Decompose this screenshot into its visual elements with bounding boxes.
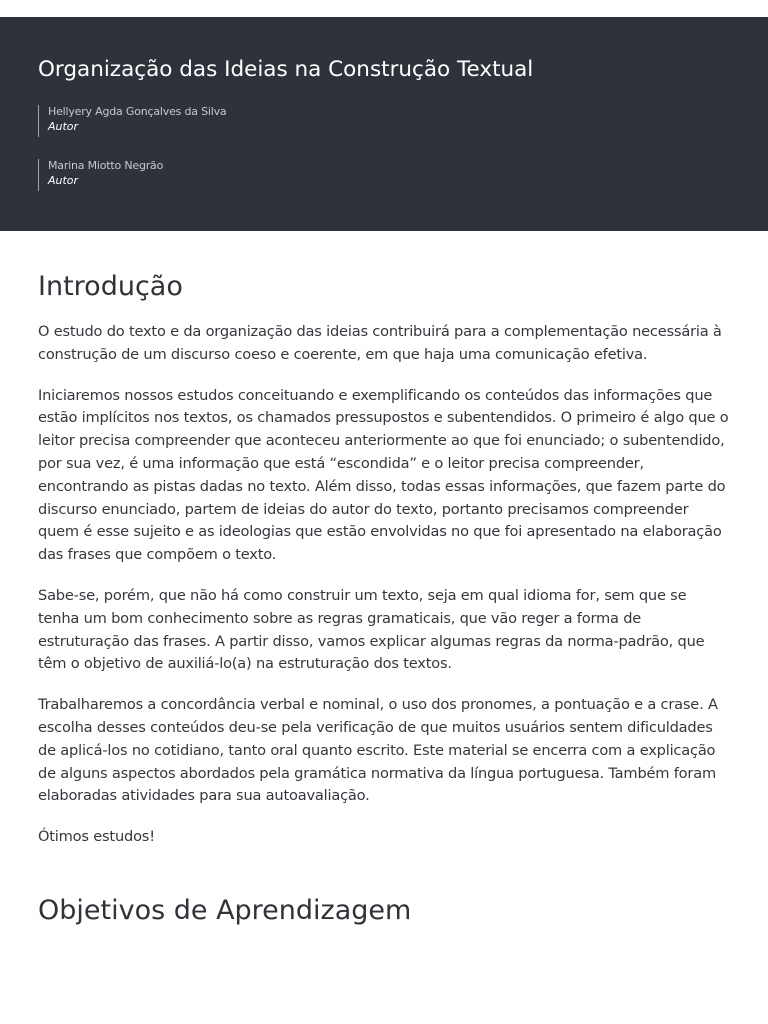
author-name: Hellyery Agda Gonçalves da Silva xyxy=(48,105,227,118)
author-block xyxy=(38,105,730,137)
top-strip xyxy=(0,0,768,17)
paragraph: Iniciaremos nossos estudos conceituando e exemplificando os conteúdos das informações que estão implícitos nos textos, os chamados pressupostos e subentendidos. O primeiro é algo que o leitor precisa compreender que aconteceu anteriormente ao que foi enunciado; o subentendido, por sua vez, é uma informação que está “escondida” e o leitor precisa compreender, encontrando as pistas dadas no texto. Além disso, todas essas informações, que fazem parte do discurso enunciado, partem de ideias do autor do texto, portanto precisamos compreender quem é esse sujeito e as ideologias que estão envolvidas no que foi apresentado na elaboração das frases que compõem o texto. xyxy=(38,386,729,564)
objectives-heading: Objetivos de Aprendizagem xyxy=(38,894,412,926)
document-header xyxy=(0,17,768,231)
document-body xyxy=(0,270,768,928)
author-block xyxy=(38,159,730,191)
intro-heading: Introdução xyxy=(38,271,183,302)
author-name: Marina Miotto Negrão xyxy=(48,159,164,172)
document-title: Organização das Ideias na Construção Textual xyxy=(38,57,534,82)
author-role: Autor xyxy=(48,120,79,133)
author-role: Autor xyxy=(48,174,79,187)
paragraph: Trabalharemos a concordância verbal e nominal, o uso dos pronomes, a pontuação e a crase. A escolha desses conteúdos deu-se pela verificação de que muitos usuários sentem dificuldades de aplicá-los no cotidiano, tanto oral quanto escrito. Este material se encerra com a explicação de alguns aspectos abordados pela gramática normativa da língua portuguesa. Também foram elaboradas atividades para sua autoavaliação. xyxy=(38,696,718,805)
paragraph: O estudo do texto e da organização das ideias contribuirá para a complementação necessária à construção de um discurso coeso e coerente, em que haja uma comunicação efetiva. xyxy=(38,323,722,363)
closing-paragraph: Ótimos estudos! xyxy=(38,828,155,846)
paragraph: Sabe-se, porém, que não há como construir um texto, seja em qual idioma for, sem que se tenha um bom conhecimento sobre as regras gramaticais, que vão reger a forma de estruturação das frases. A partir disso, vamos explicar algumas regras da norma-padrão, que têm o objetivo de auxiliá-lo(a) na estruturação dos textos. xyxy=(38,586,705,673)
